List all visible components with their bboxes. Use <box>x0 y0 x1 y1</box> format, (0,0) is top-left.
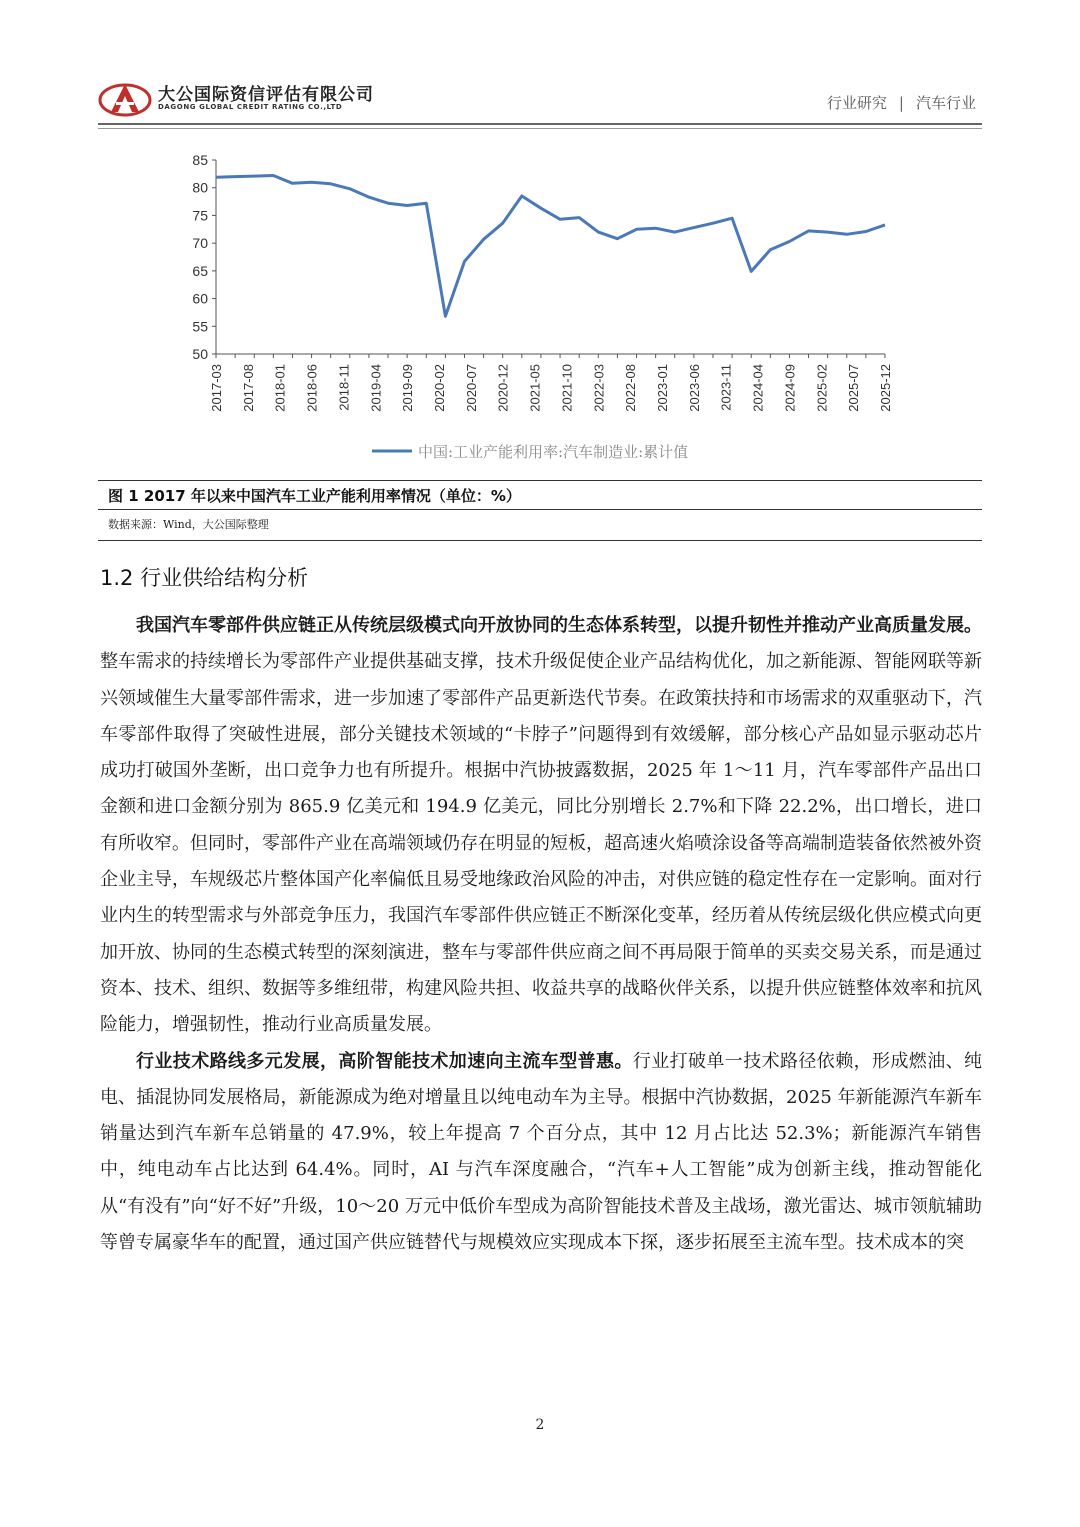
x-tick-label: 2025-12 <box>878 364 893 412</box>
x-tick-label: 2025-07 <box>846 364 862 412</box>
section-title: 1.2 行业供给结构分析 <box>100 566 309 590</box>
paragraph-text: 行业打破单一技术路径依赖，形成燃油、纯电、插混协同发展格局，新能源成为绝对增量且以纯电动车为主导。根据中汽协数据，2025 年新能源汽车新车销量达到汽车新车总销量的 47.9%，较上年提高 7 个百分点，其中 12 月占比达 52.3%；新能源汽车销售中，纯电动车占比达到 64.4%。同时，AI 与汽车深度融合，“汽车+人工智能”成为创新主线，推动智能化从“有没有”向“好不好”升级，10～20 万元中低价车型成为高阶智能技术普及主战场，激光雷达、城市领航辅助等曾专属豪华车的配置，通过国产供应链替代与规模效应实现成本下探，逐步拓展至主流车型。技术成本的突 <box>100 1050 983 1254</box>
x-tick-label: 2020-07 <box>463 364 479 412</box>
x-tick-label: 2024-09 <box>782 364 798 412</box>
x-tick-label: 2024-04 <box>750 364 766 412</box>
figure-caption: 图 1 2017 年以来中国汽车工业产能利用率情况（单位：%） <box>108 487 521 505</box>
x-tick-label: 2019-09 <box>400 364 416 412</box>
y-tick-label: 80 <box>192 179 208 196</box>
x-tick-label: 2019-04 <box>368 364 384 412</box>
y-tick-label: 70 <box>192 235 208 252</box>
x-tick-label: 2023-06 <box>686 364 702 412</box>
y-tick-label: 50 <box>192 346 208 362</box>
series-line <box>216 176 885 317</box>
header-industry: 汽车行业 <box>915 94 976 112</box>
paragraph-lead: 我国汽车零部件供应链正从传统层级模式向开放协同的生态体系转型，以提升韧性并推动产业高质量发展。 <box>136 615 982 636</box>
x-tick-label: 2017-08 <box>240 364 256 412</box>
x-tick-label: 2021-05 <box>527 364 543 412</box>
x-tick-label: 2025-02 <box>814 364 830 412</box>
company-name-en: DAGONG GLOBAL CREDIT RATING CO.,LTD <box>158 103 343 111</box>
header-rule <box>98 123 982 125</box>
x-tick-label: 2023-11 <box>718 364 734 411</box>
header-separator: | <box>898 94 904 112</box>
company-name-cn: 大公国际资信评估有限公司 <box>158 85 374 105</box>
y-tick-label: 85 <box>192 152 208 168</box>
page-number: 2 <box>535 1417 545 1433</box>
figure-caption-bar <box>98 480 982 510</box>
legend-label: 中国:工业产能利用率:汽车制造业:累计值 <box>418 443 689 461</box>
x-tick-label: 2018-06 <box>304 364 320 412</box>
y-tick-label: 60 <box>192 290 208 307</box>
body-text <box>100 608 982 1261</box>
x-tick-label: 2018-01 <box>272 364 288 412</box>
paragraph-lead: 行业技术路线多元发展，高阶智能技术加速向主流车型普惠。 <box>136 1050 633 1072</box>
x-tick-label: 2018-11 <box>336 364 352 411</box>
x-tick-label: 2022-03 <box>591 364 607 412</box>
figure-source: 数据来源：Wind，大公国际整理 <box>108 518 269 531</box>
x-tick-label: 2020-02 <box>432 364 447 412</box>
header-breadcrumb <box>827 92 976 113</box>
capacity-utilization-chart <box>150 148 910 468</box>
x-tick-label: 2017-03 <box>209 364 224 412</box>
x-tick-label: 2021-10 <box>559 364 575 412</box>
header-rule-thin <box>98 128 982 129</box>
x-tick-label: 2020-12 <box>495 364 511 412</box>
header-category: 行业研究 <box>826 94 887 112</box>
figure-bottom-rule <box>98 540 982 541</box>
paragraph-text: 整车需求的持续增长为零部件产业提供基础支撑，技术升级促使企业产品结构优化，加之新能源、智能网联等新兴领域催生大量零部件需求，进一步加速了零部件产品更新迭代节奏。在政策扶持和市场需求的双重驱动下，汽车零部件取得了突破性进展，部分关键技术领域的“卡脖子”问题得到有效缓解，部分核心产品如显示驱动芯片成功打破国外垄断，出口竞争力也有所提升。根据中汽协披露数据，2025 年 1～11 月，汽车零部件产品出口金额和进口金额分别为 865.9 亿美元和 194.9 亿美元，同比分别增长 2.7%和下降 22.2%，出口增长，进口有所收窄。但同时，零部件产业在高端领域仍存在明显的短板，超高速火焰喷涂设备等高端制造装备依然被外资企业主导，车规级芯片整体国产化率偏低且易受地缘政治风险的冲击，对供应链的稳定性存在一定影响。面对行业内生的转型需求与外部竞争压力，我国汽车零部件供应链正不断深化变革，经历着从传统层级化供应模式向更加开放、协同的生态模式转型的深刻演进，整车与零部件供应商之间不再局限于简单的买卖交易关系，而是通过资本、技术、组织、数据等多维纽带，构建风险共担、收益共享的战略伙伴关系，以提升供应链整体效率和抗风险能力，增强韧性，推动行业高质量发展。 <box>100 651 982 1036</box>
y-tick-label: 75 <box>192 207 208 224</box>
y-tick-label: 65 <box>192 262 208 279</box>
x-tick-label: 2022-08 <box>623 364 639 412</box>
paragraph-technology <box>100 1044 982 1262</box>
dagong-logo-icon <box>98 78 158 120</box>
y-tick-label: 55 <box>192 318 208 335</box>
paragraph-supply-chain <box>100 608 982 1044</box>
x-tick-label: 2023-01 <box>655 364 670 412</box>
